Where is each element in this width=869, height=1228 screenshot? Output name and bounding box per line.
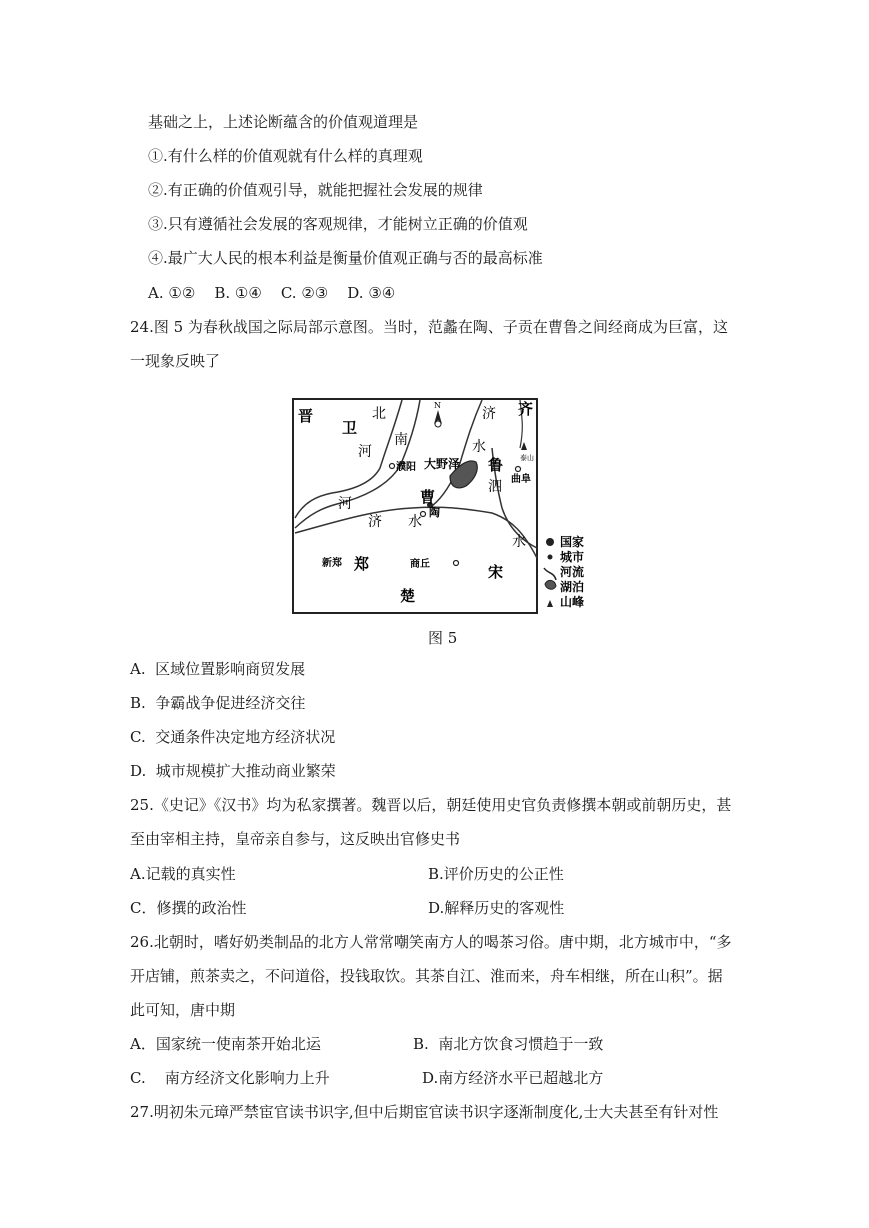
lake-label: 大野泽 (424, 457, 461, 471)
q25-option-a: A.记载的真实性 (130, 865, 236, 883)
q24-option-c: C. 交通条件决定地方经济状况 (130, 728, 336, 746)
city-dot-qufu (516, 467, 521, 472)
legend-mountain-icon (547, 600, 553, 607)
q26-stem-line1: 26.北朝时，嗜好奶类制品的北方人常常嘲笑南方人的喝茶习俗。唐中期，北方城市中，“多 (130, 933, 732, 951)
city-xinzheng: 新郑 (322, 558, 342, 569)
river-label-ji2: 济 (368, 514, 382, 530)
q25-option-c: C．修撰的政治性 (130, 899, 247, 917)
q26-option-d: D.南方经济水平已超越北方 (422, 1069, 604, 1087)
river-label-he2: 河 (338, 496, 352, 512)
q24-option-a: A. 区域位置影响商贸发展 (130, 660, 306, 678)
city-dot-puyang (390, 464, 395, 469)
q26-option-a: A．国家统一使南茶开始北运 (130, 1035, 321, 1053)
state-lu: 鲁 (488, 456, 504, 474)
legend-label-state: 国家 (560, 535, 585, 549)
q23-intro: 基础之上，上述论断蕴含的价值观道理是 (148, 113, 419, 131)
city-shangqiu: 商丘 (410, 559, 430, 570)
state-chu: 楚 (400, 587, 416, 605)
city-dot-shangqiu (454, 561, 459, 566)
q26-option-b: B. 南北方饮食习惯趋于一致 (413, 1035, 604, 1053)
q23-options: A. ①② B. ①④ C. ②③ D. ③④ (148, 284, 396, 302)
city-qufu: 曲阜 (511, 474, 531, 485)
q25-stem-line2: 至由宰相主持，皇帝亲自参与，这反映出官修史书 (130, 830, 461, 848)
q25-option-d: D.解释历史的客观性 (428, 899, 565, 917)
river-label-si: 泗 (488, 479, 502, 495)
river-label-nan: 南 (394, 432, 408, 448)
legend-city-icon (548, 555, 553, 560)
state-zheng: 郑 (354, 555, 370, 573)
state-song: 宋 (488, 563, 504, 581)
river-label-ji1: 济 (482, 406, 496, 422)
q26-stem-line3: 此可知，唐中期 (130, 1001, 236, 1019)
river-label-shui1: 水 (472, 439, 486, 455)
state-wei: 卫 (342, 419, 358, 437)
q26-option-c: C. 南方经济文化影响力上升 (130, 1069, 330, 1087)
q24-stem-line2: 一现象反映了 (130, 352, 221, 370)
legend-label-city: 城市 (560, 550, 585, 564)
figure-caption: 图 5 (428, 629, 458, 647)
q26-stem-line2: 开店铺，煎茶卖之，不问道俗，投钱取饮。其茶自江、淮而来，舟车相继，所在山积”。据 (130, 967, 723, 985)
q23-item-1: ①.有什么样的价值观就有什么样的真理观 (148, 147, 423, 165)
river-label-shui3: 水 (512, 534, 526, 550)
city-puyang: 濮阳 (396, 462, 416, 473)
river-label-he1: 河 (358, 444, 372, 460)
legend-lake-icon (545, 580, 556, 589)
map-svg (292, 398, 588, 616)
q24-option-d: D. 城市规模扩大推动商业繁荣 (130, 762, 336, 780)
q24-stem-line1: 24.图 5 为春秋战国之际局部示意图。当时，范蠡在陶、子贡在曹鲁之间经商成为巨富，这 (130, 318, 728, 336)
mountain-icon (521, 442, 527, 450)
q25-stem-line1: 25.《史记》《汉书》均为私家撰著。魏晋以后，朝廷使用史官负责修撰本朝或前朝历史，甚 (130, 796, 732, 814)
legend-river-icon (544, 568, 556, 580)
legend-label-lake: 湖泊 (560, 580, 585, 594)
river-label-bei: 北 (372, 406, 386, 422)
map-figure (292, 398, 588, 616)
city-tao: 陶 (429, 506, 440, 519)
q23-item-2: ②.有正确的价值观引导，就能把握社会发展的规律 (148, 181, 483, 199)
north-label: N (434, 401, 441, 410)
legend-state-icon (546, 538, 554, 546)
state-qi: 齐 (518, 400, 534, 418)
river-label-shui2: 水 (408, 514, 422, 530)
q27-stem-line1: 27.明初朱元璋严禁宦官读书识字,但中后期宦官读书识字逐渐制度化,士大夫甚至有针对性 (130, 1103, 719, 1121)
state-cao: 曹 (420, 488, 436, 506)
legend-label-mountain: 山峰 (560, 595, 585, 609)
q23-item-4: ④.最广大人民的根本利益是衡量价值观正确与否的最高标准 (148, 249, 543, 267)
q24-option-b: B. 争霸战争促进经济交往 (130, 694, 306, 712)
mountain-label: 泰山 (520, 454, 534, 462)
legend-label-river: 河流 (560, 565, 585, 579)
state-jin: 晋 (298, 407, 314, 425)
q23-item-3: ③.只有遵循社会发展的客观规律，才能树立正确的价值观 (148, 215, 528, 233)
q25-option-b: B.评价历史的公正性 (428, 865, 564, 883)
